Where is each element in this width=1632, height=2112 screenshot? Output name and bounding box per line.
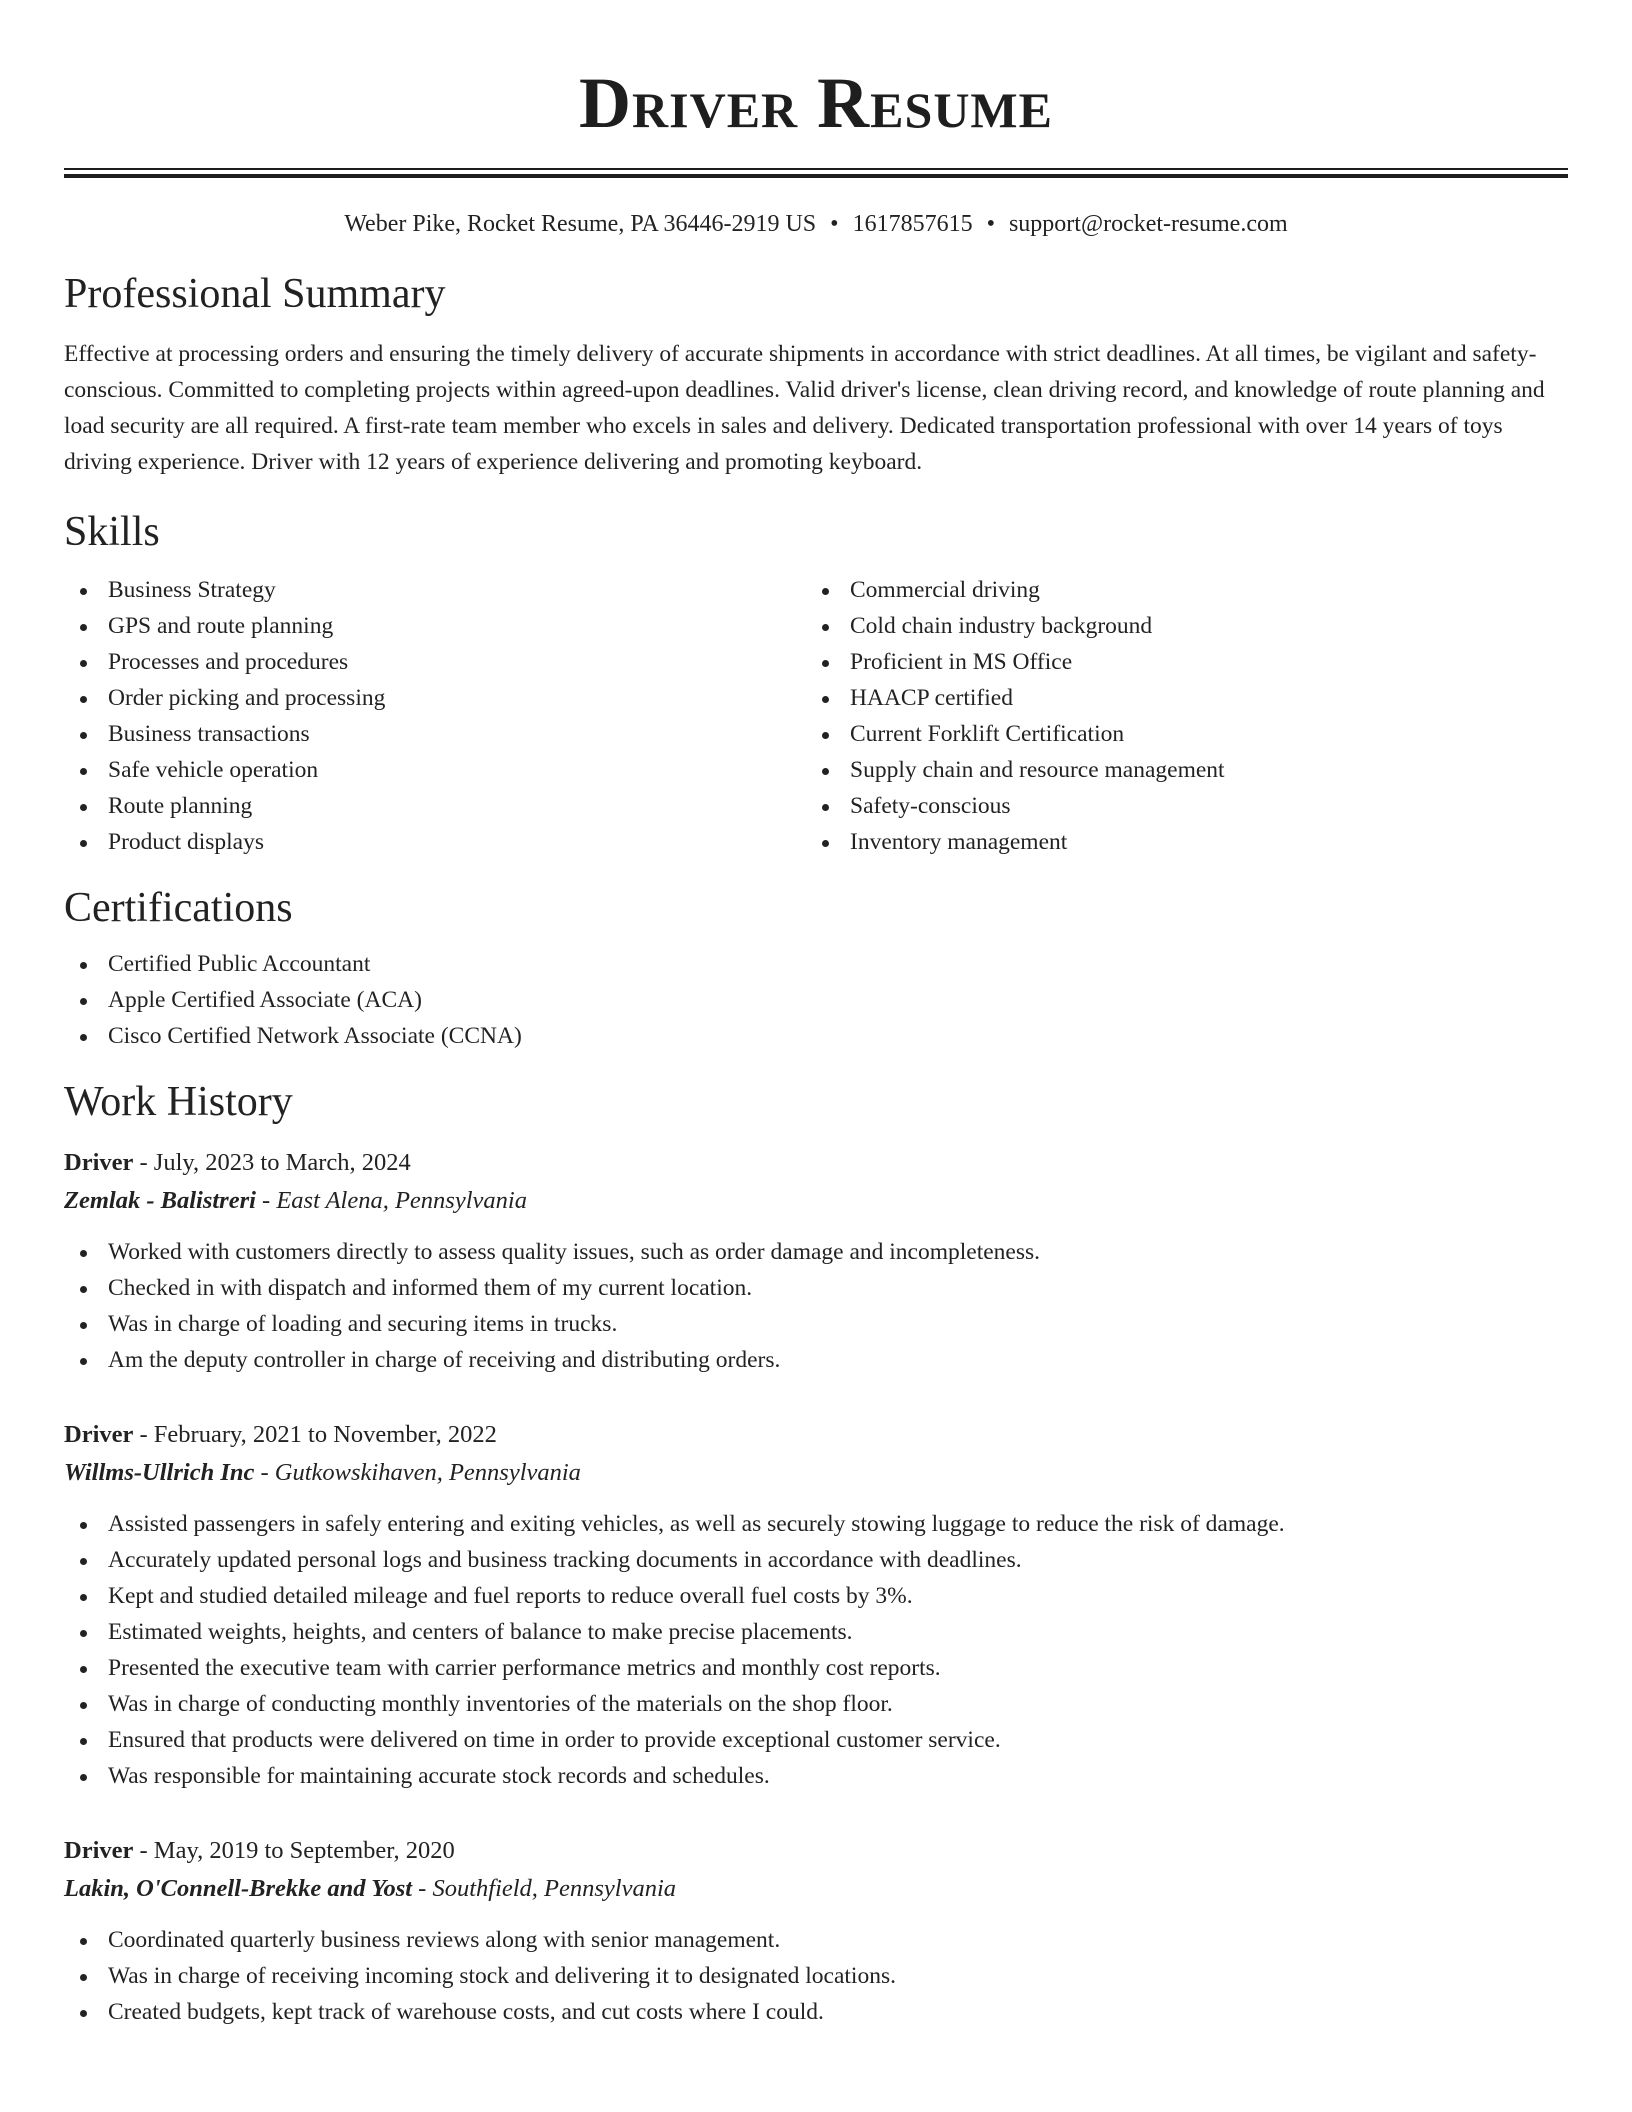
contact-separator: • [830, 211, 839, 237]
job-company: Zemlak - Balistreri [64, 1187, 256, 1214]
job-bullet: Checked in with dispatch and informed them of my current location. [64, 1270, 1568, 1306]
job-bullet: Was in charge of conducting monthly inventories of the materials on the shop floor. [64, 1686, 1568, 1722]
job-bullet: Am the deputy controller in charge of receiving and distributing orders. [64, 1342, 1568, 1378]
job-bullet: Accurately updated personal logs and business tracking documents in accordance with deadlines. [64, 1542, 1568, 1578]
skill-item: Inventory management [806, 824, 1548, 860]
certification-item: Cisco Certified Network Associate (CCNA) [64, 1018, 1568, 1054]
job-company: Lakin, O'Connell-Brekke and Yost [64, 1875, 413, 1902]
resume-title: Driver Resume [579, 63, 1053, 143]
job-bullet: Assisted passengers in safely entering and exiting vehicles, as well as securely stowing luggage to reduce the risk of damage. [64, 1506, 1568, 1542]
skill-item: Safety-conscious [806, 788, 1548, 824]
job-bullet: Was responsible for maintaining accurate stock records and schedules. [64, 1758, 1568, 1794]
skill-item: Order picking and processing [64, 680, 806, 716]
certifications-list [64, 946, 1568, 1054]
job-entry [64, 1832, 1568, 2030]
job-title-line [64, 1416, 1568, 1454]
skill-item: Business transactions [64, 716, 806, 752]
job-dates: - May, 2019 to September, 2020 [133, 1837, 455, 1864]
job-bullet: Coordinated quarterly business reviews along with senior management. [64, 1922, 1568, 1958]
job-title-line [64, 1144, 1568, 1182]
job-bullet: Presented the executive team with carrier performance metrics and monthly cost reports. [64, 1650, 1568, 1686]
skills-list-right [806, 572, 1548, 860]
contact-phone: 1617857615 [852, 211, 973, 237]
job-entry [64, 1416, 1568, 1794]
certifications-heading: Certifications [64, 885, 293, 931]
job-bullets [64, 1234, 1568, 1378]
certification-item: Apple Certified Associate (ACA) [64, 982, 1568, 1018]
job-company-line [64, 1870, 1568, 1908]
summary-text: Effective at processing orders and ensuring the timely delivery of accurate shipments in accordance with strict deadlines. At all times, be vigilant and safety-conscious. Committed to completing projects within agreed-upon deadlines. Valid driver's license, clean driving record, and knowledge of route planning and load security are all required. A first-rate team member who excels in sales and delivery. Dedicated transportation professional with over 14 years of toys driving experience. Driver with 12 years of experience delivering and promoting keyboard. [64, 341, 1545, 475]
job-dates: - February, 2021 to November, 2022 [133, 1421, 497, 1448]
skill-item: Route planning [64, 788, 806, 824]
skill-item: Supply chain and resource management [806, 752, 1548, 788]
contact-separator: • [986, 211, 995, 237]
resume-page [64, 0, 1568, 2030]
skill-item: Commercial driving [806, 572, 1548, 608]
skill-item: HAACP certified [806, 680, 1548, 716]
job-entry [64, 1144, 1568, 1378]
job-company-line [64, 1182, 1568, 1220]
work-history-heading: Work History [64, 1079, 293, 1125]
contact-address: Weber Pike, Rocket Resume, PA 36446-2919 US [344, 211, 817, 237]
job-bullet: Ensured that products were delivered on time in order to provide exceptional customer service. [64, 1722, 1568, 1758]
job-role: Driver [64, 1149, 134, 1176]
job-bullets [64, 1506, 1568, 1794]
job-company-line [64, 1454, 1568, 1492]
contact-line [64, 208, 1568, 240]
certification-item: Certified Public Accountant [64, 946, 1568, 982]
skill-item: GPS and route planning [64, 608, 806, 644]
job-location: - Southfield, Pennsylvania [412, 1875, 677, 1902]
job-location: - Gutkowskihaven, Pennsylvania [254, 1459, 581, 1486]
skills-heading: Skills [64, 509, 160, 555]
job-title-line [64, 1832, 1568, 1870]
work-history-list [64, 1144, 1568, 2030]
skill-item: Safe vehicle operation [64, 752, 806, 788]
skill-item: Processes and procedures [64, 644, 806, 680]
job-bullet: Kept and studied detailed mileage and fuel reports to reduce overall fuel costs by 3%. [64, 1578, 1568, 1614]
job-role: Driver [64, 1837, 134, 1864]
skills-list-left [64, 572, 806, 860]
skill-item: Current Forklift Certification [806, 716, 1548, 752]
job-bullets [64, 1922, 1568, 2030]
job-role: Driver [64, 1421, 134, 1448]
title-rule [64, 168, 1568, 178]
job-location: - East Alena, Pennsylvania [255, 1187, 527, 1214]
summary-heading: Professional Summary [64, 271, 446, 317]
job-bullet: Estimated weights, heights, and centers of balance to make precise placements. [64, 1614, 1568, 1650]
skill-item: Proficient in MS Office [806, 644, 1548, 680]
job-bullet: Was in charge of loading and securing items in trucks. [64, 1306, 1568, 1342]
skill-item: Business Strategy [64, 572, 806, 608]
job-company: Willms-Ullrich Inc [64, 1459, 255, 1486]
skills-columns [64, 572, 1568, 860]
job-bullet: Created budgets, kept track of warehouse costs, and cut costs where I could. [64, 1994, 1568, 2030]
skill-item: Product displays [64, 824, 806, 860]
contact-email[interactable]: support@rocket-resume.com [1008, 211, 1288, 237]
skill-item: Cold chain industry background [806, 608, 1548, 644]
job-dates: - July, 2023 to March, 2024 [133, 1149, 411, 1176]
job-bullet: Was in charge of receiving incoming stock and delivering it to designated locations. [64, 1958, 1568, 1994]
job-bullet: Worked with customers directly to assess quality issues, such as order damage and incompleteness. [64, 1234, 1568, 1270]
